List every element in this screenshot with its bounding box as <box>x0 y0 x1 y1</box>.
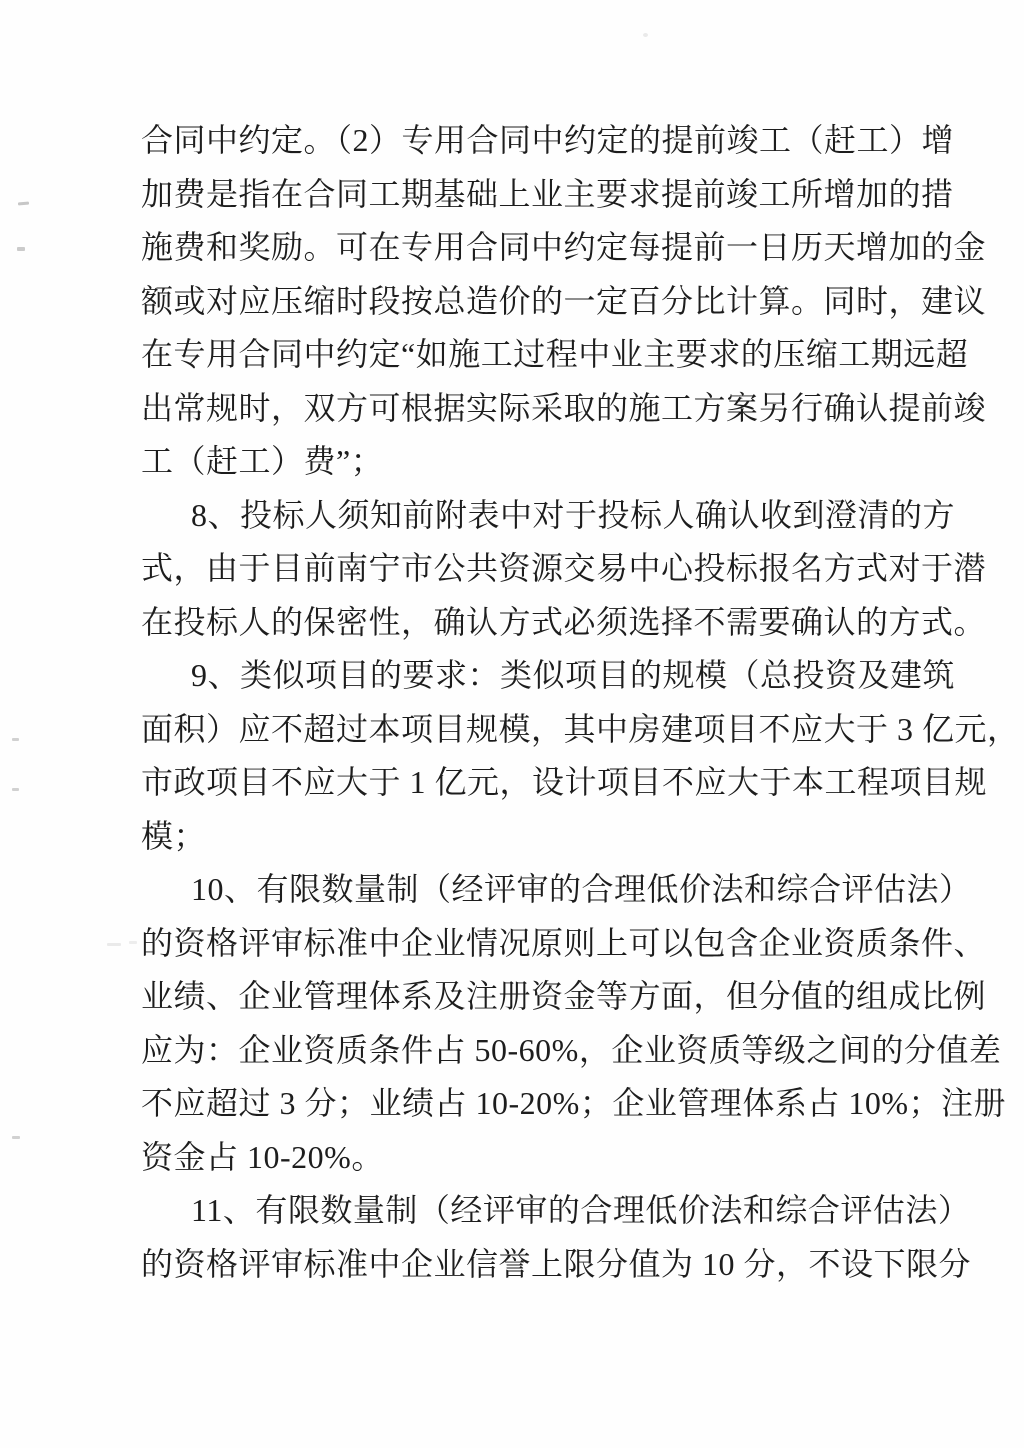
text-line: 模； <box>141 817 207 854</box>
paragraph-item-9 <box>141 649 1020 863</box>
text-block <box>141 114 1020 1291</box>
scan-artifact <box>18 202 29 206</box>
text-line: 不应超过 3 分；业绩占 10-20%；企业管理体系占 10%；注册 <box>141 1085 1006 1121</box>
paragraph-item-7-continuation <box>141 114 987 489</box>
text-line: 面积）应不超过本项目规模，其中房建项目不应大于 3 亿元， <box>141 710 1020 747</box>
text-line: 10、有限数量制（经评审的合理低价法和综合评估法） <box>191 871 972 907</box>
text-line: 式，由于目前南宁市公共资源交易中心投标报名方式对于潜 <box>141 550 987 586</box>
text-line: 8、投标人须知前附表中对于投标人确认收到澄清的方 <box>191 496 956 533</box>
scan-artifact <box>129 941 137 944</box>
scan-artifact <box>643 33 648 37</box>
paragraph-item-11 <box>141 1184 972 1291</box>
text-line: 9、类似项目的要求：类似项目的规模（总投资及建筑 <box>191 657 956 693</box>
text-line: 市政项目不应大于 1 亿元，设计项目不应大于本工程项目规 <box>141 764 988 800</box>
text-line: 出常规时，双方可根据实际采取的施工方案另行确认提前竣 <box>141 389 987 426</box>
text-line: 加费是指在合同工期基础上业主要求提前竣工所增加的措 <box>141 175 954 212</box>
scan-artifact <box>17 247 25 251</box>
text-line: 的资格评审标准中企业情况原则上可以包含企业资质条件、 <box>141 924 987 961</box>
text-line: 在专用合同中约定“如施工过程中业主要求的压缩工期远超 <box>141 336 969 372</box>
text-line: 额或对应压缩时段按总造价的一定百分比计算。同时，建议 <box>141 282 987 319</box>
text-line: 工（赶工）费”； <box>141 443 384 479</box>
text-line: 应为：企业资质条件占 50-60%，企业资质等级之间的分值差 <box>141 1031 1002 1068</box>
text-line: 资金占 10-20%。 <box>141 1138 384 1175</box>
scan-artifact <box>12 788 19 791</box>
text-line: 11、有限数量制（经评审的合理低价法和综合评估法） <box>191 1192 971 1228</box>
scan-artifact <box>12 1136 20 1139</box>
paragraph-item-8 <box>141 489 987 650</box>
text-line: 的资格评审标准中企业信誉上限分值为 10 分，不设下限分 <box>141 1245 972 1282</box>
scan-artifact <box>12 738 19 741</box>
paragraph-item-10 <box>141 863 1006 1184</box>
text-line: 业绩、企业管理体系及注册资金等方面，但分值的组成比例 <box>141 978 987 1014</box>
text-line: 在投标人的保密性，确认方式必须选择不需要确认的方式。 <box>141 603 987 640</box>
text-line: 合同中约定。（2）专用合同中约定的提前竣工（赶工）增 <box>141 122 955 158</box>
scan-artifact <box>107 943 121 946</box>
text-line: 施费和奖励。可在专用合同中约定每提前一日历天增加的金 <box>141 229 987 265</box>
